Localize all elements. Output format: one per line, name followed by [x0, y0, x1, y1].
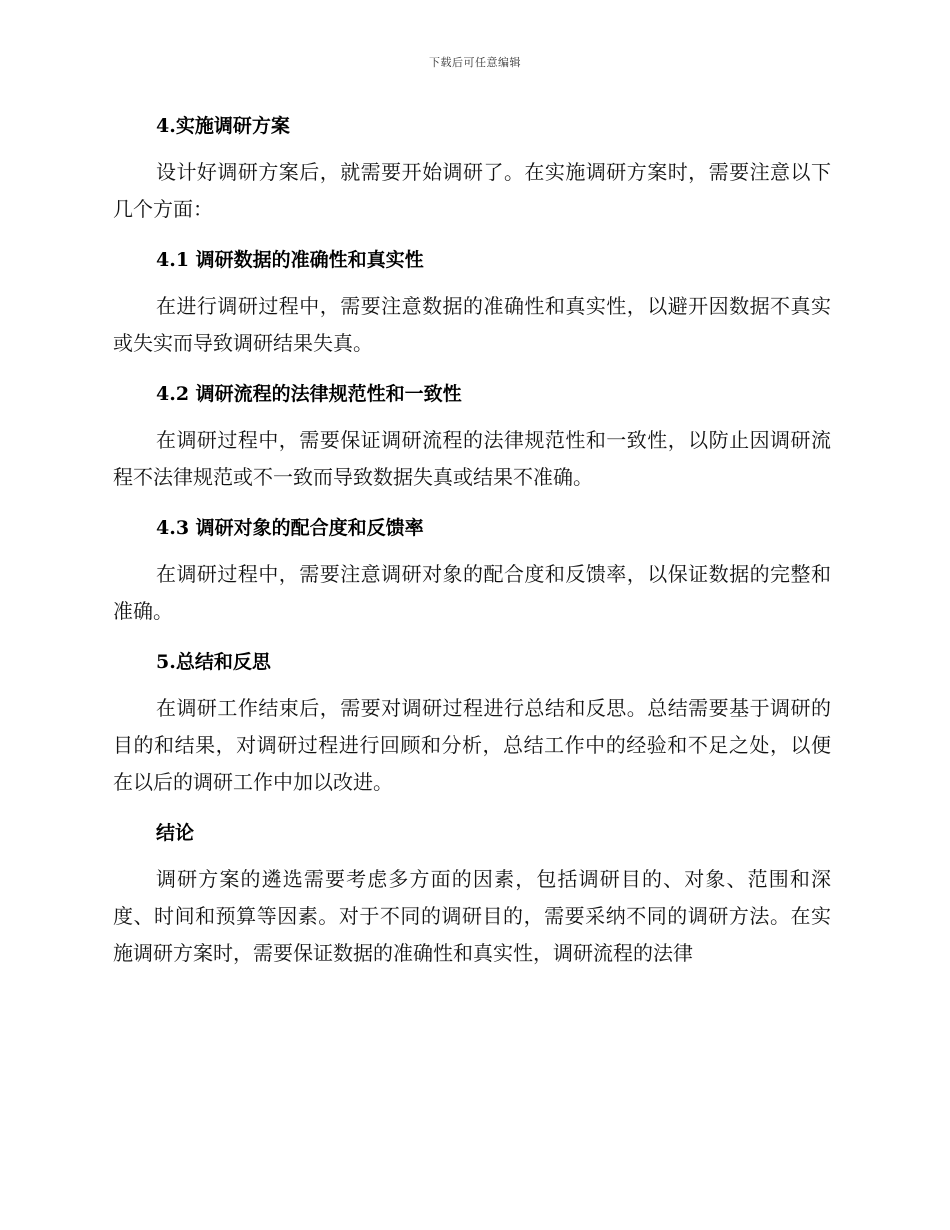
document-body — [113, 108, 831, 986]
section-heading: 4.2 调研流程的法律规范性和一致性 — [156, 383, 462, 405]
section-process-compliance — [113, 376, 831, 496]
section-paragraph: 调研方案的遴选需要考虑多方面的因素，包括调研目的、对象、范围和深度、时间和预算等因素。对于不同的调研目的，需要采纳不同的调研方法。在实施调研方案时，需要保证数据的准确性和真实性，调研流程的法律 — [113, 867, 831, 965]
section-paragraph: 设计好调研方案后，就需要开始调研了。在实施调研方案时，需要注意以下几个方面： — [113, 160, 831, 221]
section-heading: 4.3 调研对象的配合度和反馈率 — [156, 517, 424, 539]
section-paragraph: 在调研工作结束后，需要对调研过程进行总结和反思。总结需要基于调研的目的和结果，对调研过程进行回顾和分析，总结工作中的经验和不足之处，以便在以后的调研工作中加以改进。 — [113, 696, 831, 794]
section-paragraph: 在调研过程中，需要保证调研流程的法律规范性和一致性，以防止因调研流程不法律规范或不一致而导致数据失真或结果不准确。 — [113, 428, 831, 489]
section-data-accuracy — [113, 242, 831, 362]
section-conclusion — [113, 815, 831, 972]
section-respondent-cooperation — [113, 510, 831, 630]
section-heading: 结论 — [156, 822, 195, 844]
section-heading: 4.1 调研数据的准确性和真实性 — [156, 249, 424, 271]
section-implement-plan — [113, 108, 831, 228]
section-heading: 4.实施调研方案 — [156, 115, 290, 137]
section-paragraph: 在调研过程中，需要注意调研对象的配合度和反馈率，以保证数据的完整和准确。 — [113, 562, 831, 623]
section-paragraph: 在进行调研过程中，需要注意数据的准确性和真实性，以避开因数据不真实或失实而导致调研结果失真。 — [113, 294, 831, 355]
page-header-note: 下载后可任意编辑 — [429, 56, 521, 69]
section-summary-reflection — [113, 644, 831, 801]
section-heading: 5.总结和反思 — [156, 651, 271, 673]
